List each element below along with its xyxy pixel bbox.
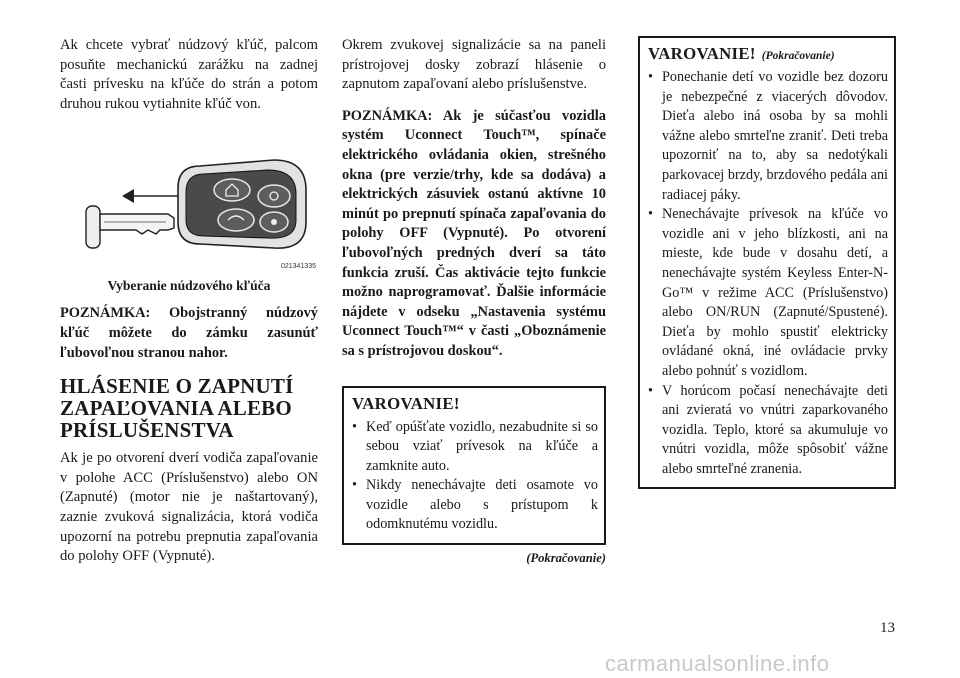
emergency-key-figure xyxy=(60,126,318,276)
warning-list-continued xyxy=(648,68,888,479)
continued-label: (Pokračovanie) xyxy=(526,551,606,566)
emergency-key-note: POZNÁMKA: Obojstranný núdzový kľúč môžete do zámku zasunúť ľubovoľnou stranou nahor. xyxy=(60,305,318,361)
warning-title: VAROVANIE! xyxy=(352,393,460,413)
figure-code: 021341335 xyxy=(280,263,316,271)
emergency-key-intro: Ak chcete vybrať núdzový kľúč, palcom posuňte mechanickú zarážku na zadnej časti prívesku na kľúče do strán a potom druhou rukou vytiahnite kľúč von. xyxy=(60,37,318,112)
column-2 xyxy=(342,36,606,566)
uconnect-note: POZNÁMKA: Ak je súčasťou vozidla systém Uconnect Touch™, spínače elektrického ovládania okien, strešného okna (pre verzie/trhy, kde sa dodáva) a elektrických zásuviek ostanú aktívne 10 minút po prepnutí spínača zapaľovania do polohy OFF (Vypnuté). Po otvorení ľubovoľných predných dverí sa táto funkcia zruší. Čas aktivácie tejto funkcie možno naprogramovať. Ďalšie informácie nájdete v odseku „Nastavenia systému Uconnect Touch™“ v časti „Oboznámenie sa s prístrojovou doskou“. xyxy=(342,107,606,359)
warning-item: • V horúcom počasí nenechávajte deti ani zvieratá vo vnútri zaparkovaného vozidla. Teplo, ktoré sa akumuluje vo vnútri vozidla, môže spôsobiť vážne alebo smrteľné zranenia. xyxy=(648,382,888,480)
section-body: Ak je po otvorení dverí vodiča zapaľovanie v polohe ACC (Príslušenstvo) alebo ON (Zapnuté) (motor nie je naštartovaný), zaznie zvuková signalizácia, ktorá vodiča upozorní na potrebu prepnutia zapaľovania do polohy OFF (Vypnuté). xyxy=(60,450,318,565)
warning-list xyxy=(352,418,598,536)
warning-title-continued xyxy=(648,44,888,64)
warning-item: • Nenechávajte prívesok na kľúče vo vozidle ani v jeho blízkosti, ani na mieste, kde bude v dosahu detí, a nenechávajte systém Keyless Enter-N-Go™ v režime ACC (Príslušenstvo) alebo ON/RUN (Zapnuté/Spustené). Dieťa by mohlo spustiť elektricky ovládané okná, iné ovládacie prvky alebo pohnúť s vozidlom. xyxy=(648,205,888,381)
page-number: 13 xyxy=(880,620,895,636)
warning-box-continued xyxy=(638,36,896,489)
figure-caption: Vyberanie núdzového kľúča xyxy=(107,278,271,294)
column-3 xyxy=(638,36,896,489)
ignition-message-text: Okrem zvukovej signalizácie sa na paneli prístrojovej dosky zobrazí hlásenie o zapnutom zapaľovaní alebo príslušenstve. xyxy=(342,37,606,93)
watermark: carmanualsonline.info xyxy=(605,651,830,676)
warning-item: • Keď opúšťate vozidlo, nezabudnite si so sebou vziať prívesok na kľúče a zamknite auto. xyxy=(352,418,598,477)
warning-title-text: VAROVANIE! xyxy=(648,44,756,63)
warning-item: • Ponechanie detí vo vozidle bez dozoru je nebezpečné z viacerých dôvodov. Dieťa alebo iná osoba by sa mohli vážne alebo smrteľne zraniť. Deti treba upozorniť na to, aby sa nedotýkali parkovacej brzdy, brzdového pedála ani radiacej páky. xyxy=(648,68,888,205)
key-fob-illustration xyxy=(60,126,318,276)
warning-title-suffix: (Pokračovanie) xyxy=(761,50,835,62)
warning-box xyxy=(342,386,606,546)
section-title: HLÁSENIE O ZAPNUTÍ ZAPAĽOVANIA ALEBO PRÍSLUŠENSTVA xyxy=(60,374,294,443)
warning-item: • Nikdy nenechávajte deti osamote vo vozidle alebo s prístupom k odomknutému vozidlu. xyxy=(352,476,598,535)
column-1 xyxy=(60,36,318,567)
